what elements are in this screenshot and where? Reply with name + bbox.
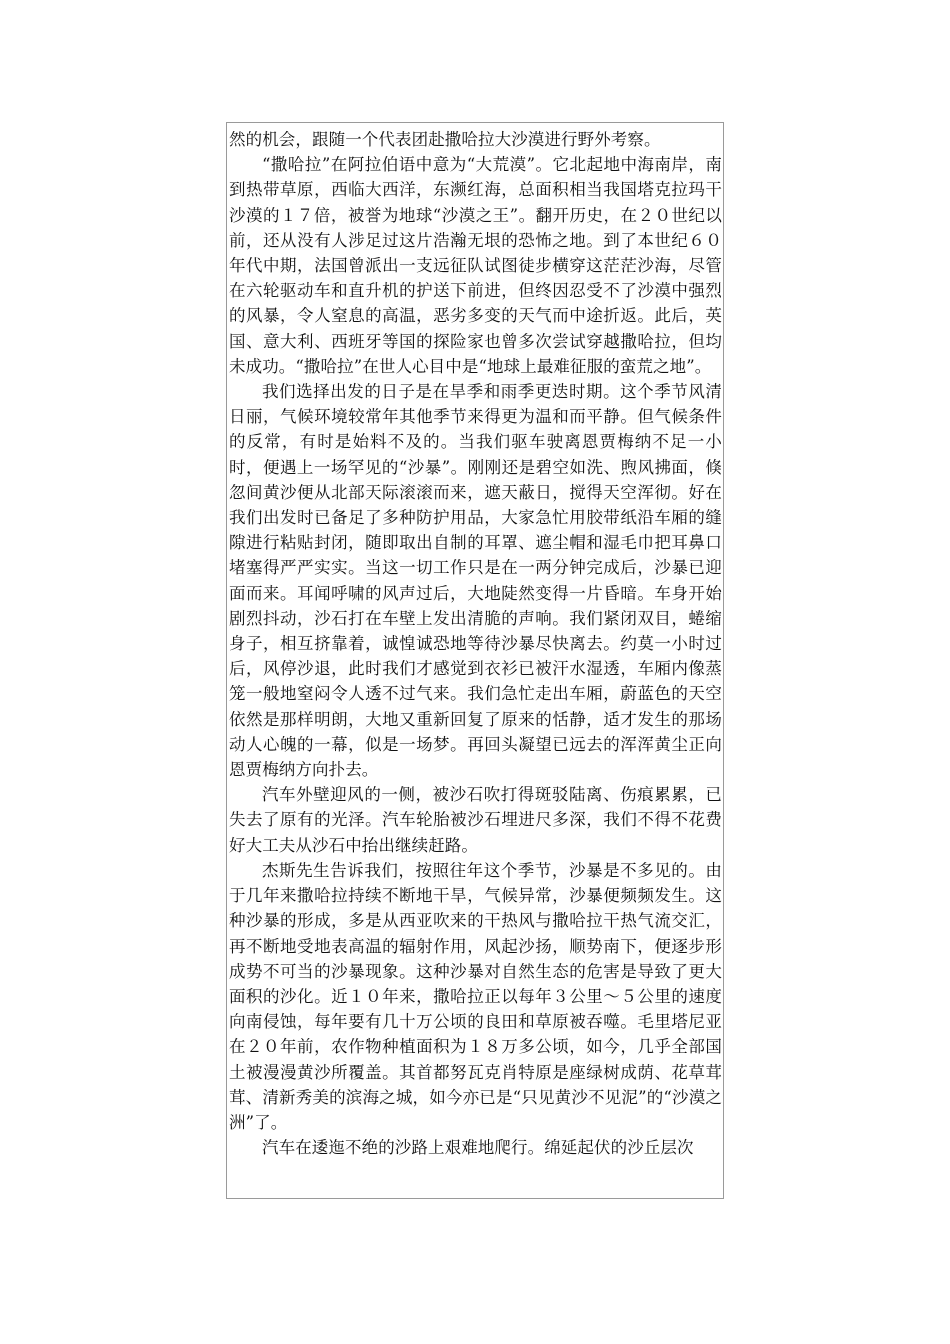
paragraph-continuation: 然的机会，跟随一个代表团赴撒哈拉大沙漠进行野外考察。 <box>229 130 661 149</box>
paragraph-sand-road: 汽车在逶迤不绝的沙路上艰难地爬行。绵延起伏的沙丘层次 <box>262 1138 694 1158</box>
paragraph-sahara-intro: “撒哈拉”在阿拉伯语中意为“大荒漠”。它北起地中海南岸，南到热带草原，西临大西洋，东濒红海，总面积相当我国塔克拉玛干沙漠的１７倍，被誉为地球“沙漠之王”。翻开历史，在２０世纪以前，还从没有人涉足过这片浩瀚无垠的恐怖之地。到了本世纪６０年代中期，法国曾派出一支远征队试图徒步横穿这茫茫沙海，尽管在六轮驱动车和直升机的护送下前进，但终因忍受不了沙漠中强烈的风暴，令人窒息的高温，恶劣多变的天气而中途折返。此后，英国、意大利、西班牙等国的探险家也曾多次尝试穿越撒哈拉，但均未成功。“撒哈拉”在世人心目中是“地球上最难征服的蛮荒之地”。 <box>229 155 722 376</box>
paragraph-vehicle-damage: 汽车外壁迎风的一侧，被沙石吹打得斑驳陆离、伤痕累累，已失去了原有的光泽。汽车轮胎被沙石埋进尺多深，我们不得不花费好大工夫从沙石中抬出继续赶路。 <box>229 785 722 855</box>
paragraph-sandstorm: 我们选择出发的日子是在旱季和雨季更迭时期。这个季节风清日丽，气候环境较常年其他季节来得更为温和而平静。但气候条件的反常，有时是始料不及的。当我们驱车驶离恩贾梅纳不足一小时，便遇上一场罕见的“沙暴”。刚刚还是碧空如洗、煦风拂面，倏忽间黄沙便从北部天际滚滚而来，遮天蔽日，搅得天空浑彻。好在我们出发时已备足了多种防护用品，大家急忙用胶带纸沿车厢的缝隙进行粘贴封闭，随即取出自制的耳罩、遮尘帽和湿毛巾把耳鼻口堵塞得严严实实。当这一切工作只是在一两分钟完成后，沙暴已迎面而来。耳闻呼啸的风声过后，大地陡然变得一片昏暗。车身开始剧烈抖动，沙石打在车壁上发出清脆的声响。我们紧闭双目，蜷缩身子，相互挤靠着，诚惶诚恐地等待沙暴尽快离去。约莫一小时过后，风停沙退，此时我们才感觉到衣衫已被汗水湿透，车厢内像蒸笼一般地窒闷令人透不过气来。我们急忙走出车厢，蔚蓝色的天空依然是那样明朗，大地又重新回复了原来的恬静，适才发生的那场动人心魄的一幕，似是一场梦。再回头凝望已远去的浑浑黄尘正向恩贾梅纳方向扑去。 <box>229 382 722 780</box>
text-frame <box>226 122 724 1199</box>
paragraph-desertification: 杰斯先生告诉我们，按照往年这个季节，沙暴是不多见的。由于几年来撒哈拉持续不断地干旱，气候异常，沙暴便频频发生。这种沙暴的形成，多是从西亚吹来的干热风与撒哈拉干热气流交汇，再不断地受地表高温的辐射作用，风起沙扬，顺势南下，便逐步形成势不可当的沙暴现象。这种沙暴对自然生态的危害是导致了更大面积的沙化。近１０年来，撒哈拉正以每年３公里～５公里的速度向南侵蚀，每年要有几十万公顷的良田和草原被吞噬。毛里塔尼亚在２０年前，农作物种植面积为１８万多公顷，如今，几乎全部国土被漫漫黄沙所覆盖。其首都努瓦克肖特原是座绿树成荫、花草茸茸、清新秀美的滨海之城，如今亦已是“只见黄沙不见泥”的“沙漠之洲”了。 <box>229 860 722 1132</box>
